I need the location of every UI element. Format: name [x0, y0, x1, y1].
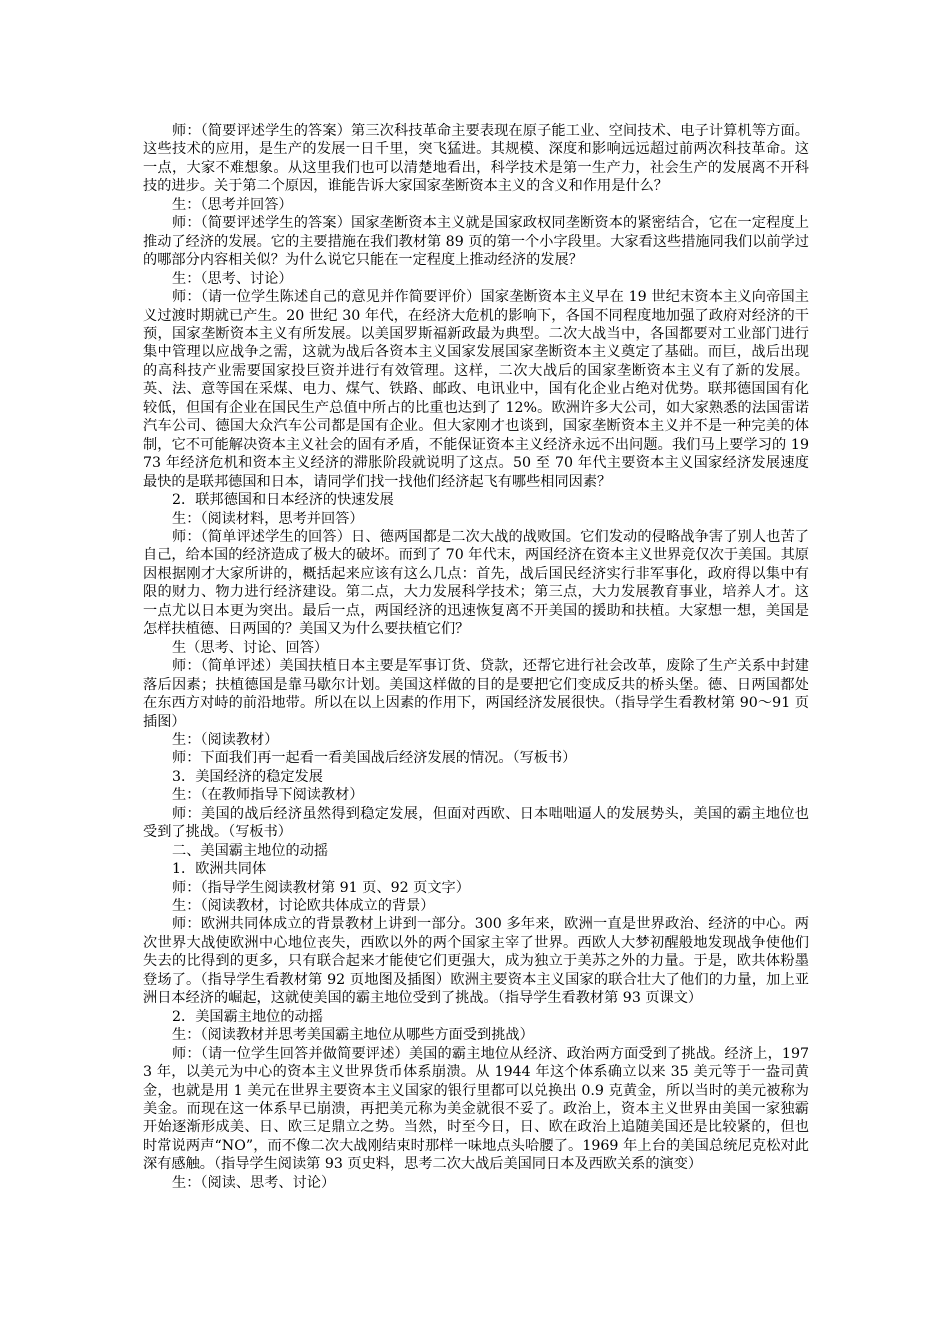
paragraph-student-hegemony-challenge: 生：（阅读教材并思考美国霸主地位从哪些方面受到挑战）	[172, 1027, 534, 1044]
document-page	[143, 122, 809, 1192]
paragraph-student-discuss-answer: 生（思考、讨论、回答）	[172, 639, 329, 656]
heading-us-hegemony-shaken: 二、美国霸主地位的动摇	[172, 842, 329, 859]
heading-hegemony-shaken-2: 2．美国霸主地位的动摇	[172, 1008, 323, 1025]
paragraph-student-guided-reading: 生：（在教师指导下阅读教材）	[172, 787, 364, 804]
heading-germany-japan-growth: 2．联邦德国和日本经济的快速发展	[172, 492, 394, 509]
heading-european-community: 1．欧洲共同体	[172, 861, 267, 878]
paragraph-teacher-tech-revolution: 师：（简要评述学生的答案）第三次科技革命主要表现在原子能工业、空间技术、电子计算机等方面。这些技术的应用，是生产的发展一日千里，突飞猛进。其规模、深度和影响远远超过前两次科技革命。这一点，大家不难想象。从这里我们也可以清楚地看出，科学技术是第一生产力，社会生产的发展离不开科技的进步。关于第二个原因，谁能告诉大家国家垄断资本主义的含义和作用是什么？	[143, 123, 809, 195]
paragraph-student-read-think-discuss: 生：（阅读、思考、讨论）	[172, 1174, 336, 1191]
paragraph-teacher-ec-history: 师：欧洲共同体成立的背景教材上讲到一部分。300 多年来，欧洲一直是世界政治、经济的中心。两次世界大战使欧洲中心地位丧失，西欧以外的两个国家主宰了世界。西欧人大梦初醒般地发现战争使他们失去的比得到的更多，只有联合起来才能使它们更强大，成为独立于美苏之外的力量。于是，欧共体粉墨登场了。（指导学生看教材第 92 页地图及插图）欧洲主要资本主义国家的联合壮大了他们的力量，加上亚洲日本经济的崛起，这就使美国的霸主地位受到了挑战。（指导学生看教材第 93 页课文）	[143, 916, 809, 1007]
paragraph-teacher-us-support: 师：（简单评述）美国扶植日本主要是军事订货、贷款，还帮它进行社会改革，废除了生产关系中封建落后因素；扶植德国是靠马歇尔计划。美国这样做的目的是要把它们变成反共的桥头堡。德、日两国都处在东西方对峙的前沿地带。所以在以上因素的作用下，两国经济发展很快。（指导学生看教材第 90～91 页插图）	[143, 658, 809, 730]
paragraph-teacher-us-economy-intro: 师：下面我们再一起看一看美国战后经济发展的情况。（写板书）	[172, 750, 577, 767]
paragraph-student-think-discuss: 生：（思考、讨论）	[172, 270, 293, 287]
heading-us-stable-growth: 3．美国经济的稳定发展	[172, 768, 323, 785]
paragraph-student-think-answer: 生：（思考并回答）	[172, 196, 293, 213]
paragraph-teacher-guide-reading: 师：（指导学生阅读教材第 91 页、92 页文字）	[172, 879, 470, 896]
paragraph-student-read-material: 生：（阅读材料，思考并回答）	[172, 510, 364, 527]
paragraph-teacher-germany-japan: 师：（简单评述学生的回答）日、德两国都是二次大战的战败国。它们发动的侵略战争害了别人也苦了自己，给本国的经济造成了极大的破坏。而到了 70 年代末，两国经济在资本主义世界竞仅次于美国。其原因根据刚才大家所讲的，概括起来应该有这么几点：首先，战后国民经济实行非军事化，政府得以集中有限的财力、物力进行经济建设。第二点，大力发展科学技术；第三点，大力发展教育事业，培养人才。这一点尤以日本更为突出。最后一点，两国经济的迅速恢复离不开美国的援助和扶植。大家想一想，美国是怎样扶植德、日两国的？美国又为什么要扶植它们？	[143, 528, 809, 638]
paragraph-teacher-us-challenged: 师：美国的战后经济虽然得到稳定发展，但面对西欧、日本咄咄逼人的发展势头，美国的霸主地位也受到了挑战。（写板书）	[143, 805, 809, 841]
paragraph-teacher-economy-politics: 师：（请一位学生回答并做简要评述）美国的霸主地位从经济、政治两方面受到了挑战。经济上，1973 年，以美元为中心的资本主义世界货币体系崩溃。从 1944 年这个体系确立以来 35 美元等于一盎司黄金，也就是用 1 美元在世界主要资本主义国家的银行里都可以兑换出 0.9 克黄金，所以当时的美元被称为美金。而现在这一体系早已崩溃，再把美元称为美金就很不妥了。政治上，资本主义世界由美国一家独霸开始逐渐形成美、日、欧三足鼎立之势。当然，时至今日，日、欧在政治上追随美国还是比较紧的，但也时常说两声“NO”，而不像二次大战刚结束时那样一味地点头哈腰了。1969 年上台的美国总统尼克松对此深有感触。（指导学生阅读第 93 页史料，思考二次大战后美国同日本及西欧关系的演变）	[143, 1045, 809, 1173]
paragraph-teacher-monopoly-history: 师：（请一位学生陈述自己的意见并作简要评价）国家垄断资本主义早在 19 世纪末资本主义向帝国主义过渡时期就已产生。20 世纪 30 年代，在经济大危机的影响下，各国不同程度地加强了政府对经济的干预，国家垄断资本主义有所发展。以美国罗斯福新政最为典型。二次大战当中，各国都要对工业部门进行集中管理以应战争之需，这就为战后各资本主义国家发展国家垄断资本主义奠定了基础。而巨，战后出现的高科技产业需要国家投巨资并进行有效管理。这样，二次大战后的国家垄断资本主义有了新的发展。英、法、意等国在采煤、电力、煤气、铁路、邮政、电讯业中，国有化企业占绝对优势。联邦德国国有化较低，但国有企业在国民生产总值中所占的比重也达到了 12%。欧洲许多大公司，如大家熟悉的法国雷诺汽车公司、德国大众汽车公司都是国有企业。但大家刚才也谈到，国家垄断资本主义并不是一种完美的体制，它不可能解决资本主义社会的固有矛盾，不能保证资本主义经济永远不出问题。我们马上要学习的 1973 年经济危机和资本主义经济的滞胀阶段就说明了这点。50 至 70 年代主要资本主义国家经济发展速度最快的是联邦德国和日本，请同学们找一找他们经济起飞有哪些相同因素？	[143, 289, 809, 490]
paragraph-student-ec-background: 生：（阅读教材，讨论欧共体成立的背景）	[172, 898, 435, 915]
paragraph-student-read-textbook: 生：（阅读教材）	[172, 731, 279, 748]
paragraph-teacher-state-monopoly: 师：（简要评述学生的答案）国家垄断资本主义就是国家政权同垄断资本的紧密结合，它在一定程度上推动了经济的发展。它的主要措施在我们教材第 89 页的第一个小字段里。大家看这些措施同我们以前学过的哪部分内容相关似？为什么说它只能在一定程度上推动经济的发展？	[143, 215, 809, 269]
